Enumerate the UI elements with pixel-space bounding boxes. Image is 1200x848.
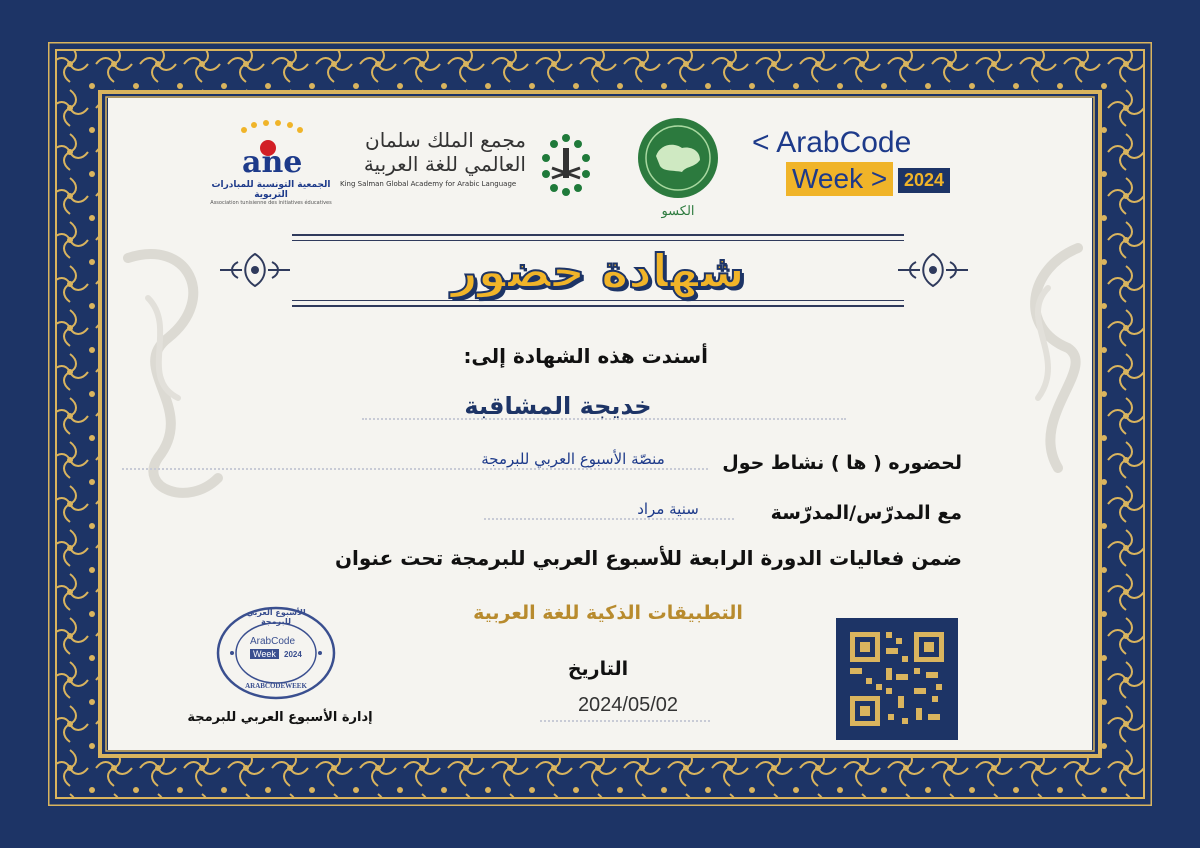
ane-arabic-name: الجمعية التونسية للمبادرات التربوية <box>211 180 331 200</box>
date-dotted-line <box>540 718 710 722</box>
alecso-caption: الكسو <box>661 204 695 219</box>
certificate-title: شهادة حضور <box>451 244 745 298</box>
left-flourish-icon <box>216 248 294 292</box>
theme-title: التطبيقات الذكية للغة العربية <box>473 602 743 624</box>
alecso-logo <box>630 116 726 220</box>
activity-value: منصّة الأسبوع العربي للبرمجة <box>481 450 665 468</box>
ksga-arabic-line2: العالمي للغة العربية <box>363 152 526 176</box>
ane-french-name: Association tunisienne des initiatives éducatives <box>210 200 332 206</box>
right-flourish-icon <box>894 248 972 292</box>
stamp-line1: ArabCode <box>250 636 296 647</box>
ane-logo <box>206 120 336 212</box>
official-stamp <box>216 606 336 700</box>
right-calligraphy-watermark <box>1008 218 1092 518</box>
title-rule-top <box>292 234 904 241</box>
ksga-arabic-line1: مجمع الملك سلمان <box>365 128 526 152</box>
arabcode-line2: Week > <box>786 162 893 196</box>
teacher-label: مع المدرّس/المدرّسة <box>770 502 962 524</box>
arabcode-week-logo <box>748 126 968 206</box>
date-label: التاريخ <box>567 658 629 680</box>
ane-word: ane <box>242 145 303 176</box>
arabcode-line1: < ArabCode <box>752 126 912 159</box>
stamp-ring-bottom: ARABCODEWEEK <box>245 682 307 690</box>
ksga-logo <box>340 128 600 208</box>
qr-code[interactable] <box>836 618 958 740</box>
qr-code-icon <box>836 618 958 740</box>
stamp-year: 2024 <box>284 650 302 659</box>
stamp-ring-top: الأسبوع العربي للبرمجة <box>246 608 306 626</box>
activity-label: لحضوره ( ها ) نشاط حول <box>722 452 962 474</box>
arabcode-year: 2024 <box>898 168 950 193</box>
ksga-english-name: King Salman Global Academy for Arabic Language <box>340 180 517 188</box>
ane-emblem-icon <box>206 120 336 176</box>
palm-swords-emblem-icon <box>532 128 600 198</box>
awarded-to-label: أسندت هذه الشهادة إلى: <box>463 344 708 368</box>
alecso-emblem-icon <box>630 116 726 200</box>
title-rule-bottom <box>292 300 904 307</box>
teacher-value: سنية مراد <box>637 500 699 518</box>
edition-line: ضمن فعاليات الدورة الرابعة للأسبوع العربي للبرمجة تحت عنوان <box>334 546 962 570</box>
recipient-name: خديجة المشاقبة <box>464 392 652 420</box>
signature-label: إدارة الأسبوع العربي للبرمجة <box>187 710 373 725</box>
stamp-line2: Week <box>250 649 279 659</box>
date-value: 2024/05/02 <box>577 694 679 716</box>
